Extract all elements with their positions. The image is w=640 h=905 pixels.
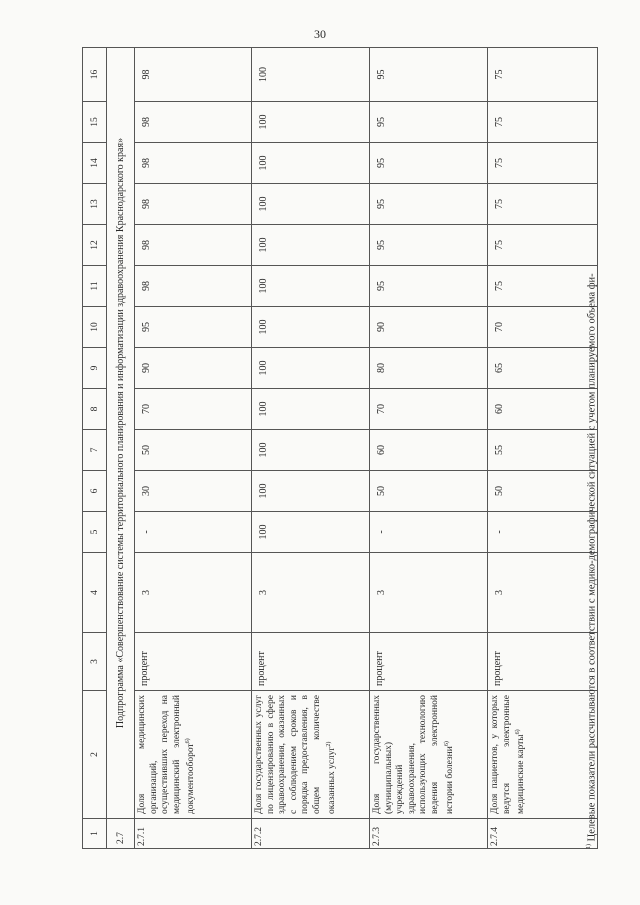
status-cell: 3 (488, 553, 598, 633)
table-row (370, 48, 488, 849)
value-cell: 95 (370, 266, 488, 307)
value-cell: 50 (135, 430, 252, 471)
column-header: 8 (83, 389, 107, 430)
row-code: 2.7.3 (370, 819, 488, 849)
footnote-text: Целевые показатели рассчитываются в соответствии с медико-демографической ситуацией с учетом планируемого объема фи- (586, 273, 598, 842)
column-header: 9 (83, 348, 107, 389)
value-cell: 100 (252, 430, 370, 471)
value-cell: 100 (252, 266, 370, 307)
value-cell: - (488, 512, 598, 553)
column-header: 16 (83, 48, 107, 102)
unit-cell: процент (488, 633, 598, 691)
row-code: 2.7.2 (252, 819, 370, 849)
value-cell: 98 (135, 48, 252, 102)
column-header: 7 (83, 430, 107, 471)
indicator-name: Доля пациентов, у которых ведутся электронные медицинские карты$^{6)}$ (488, 691, 598, 819)
value-cell: 75 (488, 143, 598, 184)
value-cell: 95 (370, 143, 488, 184)
column-header: 10 (83, 307, 107, 348)
value-cell: 100 (252, 48, 370, 102)
value-cell: 95 (370, 102, 488, 143)
row-code: 2.7.4 (488, 819, 598, 849)
value-cell: 30 (135, 471, 252, 512)
value-cell: 100 (252, 225, 370, 266)
status-cell: 3 (135, 553, 252, 633)
value-cell: 90 (370, 307, 488, 348)
value-cell: 75 (488, 48, 598, 102)
column-header: 3 (83, 633, 107, 691)
value-cell: 90 (135, 348, 252, 389)
value-cell: - (370, 512, 488, 553)
value-cell: 100 (252, 471, 370, 512)
column-header: 6 (83, 471, 107, 512)
section-title: Подпрограмма «Совершенствование системы территориального планирования и информатизации здравоохранения Краснодарского края» (107, 48, 135, 819)
value-cell: 75 (488, 266, 598, 307)
value-cell: 95 (135, 307, 252, 348)
status-cell: 3 (252, 553, 370, 633)
section-code: 2.7 (107, 819, 135, 849)
value-cell: 100 (252, 348, 370, 389)
page-number: 30 (314, 27, 326, 41)
status-cell: 3 (370, 553, 488, 633)
column-header: 2 (83, 691, 107, 819)
value-cell: 50 (370, 471, 488, 512)
value-cell: 100 (252, 143, 370, 184)
column-header: 1 (83, 819, 107, 849)
footnote-marker: 1) (586, 844, 592, 849)
indicator-name: Доля медицинских организаций, осуществивших переход на медицинский электронный документооборот$^{6)}$ (135, 691, 252, 819)
value-cell: 100 (252, 184, 370, 225)
value-cell: 60 (370, 430, 488, 471)
value-cell: 98 (135, 225, 252, 266)
target-indicators-table (82, 47, 598, 849)
value-cell: 60 (488, 389, 598, 430)
column-header: 14 (83, 143, 107, 184)
column-header: 12 (83, 225, 107, 266)
column-header: 4 (83, 553, 107, 633)
column-header: 13 (83, 184, 107, 225)
value-cell: 98 (135, 102, 252, 143)
value-cell: 95 (370, 184, 488, 225)
table-row (135, 48, 252, 849)
row-code: 2.7.1 (135, 819, 252, 849)
header-row (83, 48, 107, 849)
value-cell: 65 (488, 348, 598, 389)
indicator-name: Доля государственных услуг по лицензированию в сфере здравоохранения, оказанных с соблюдением сроков и порядка предоставления, в общем количестве оказанных услуг$^{2)}$ (252, 691, 370, 819)
value-cell: 70 (135, 389, 252, 430)
table-row (488, 48, 598, 849)
indicator-table-rotated (82, 48, 598, 849)
value-cell: 100 (252, 102, 370, 143)
value-cell: 50 (488, 471, 598, 512)
column-header: 5 (83, 512, 107, 553)
section-row (107, 48, 135, 849)
unit-cell: процент (370, 633, 488, 691)
value-cell: 75 (488, 102, 598, 143)
footnote (586, 273, 598, 849)
unit-cell: процент (252, 633, 370, 691)
value-cell: 55 (488, 430, 598, 471)
unit-cell: процент (135, 633, 252, 691)
value-cell: 98 (135, 143, 252, 184)
value-cell: 95 (370, 225, 488, 266)
value-cell: 70 (370, 389, 488, 430)
value-cell: 95 (370, 48, 488, 102)
value-cell: 100 (252, 307, 370, 348)
value-cell: 98 (135, 184, 252, 225)
value-cell: 75 (488, 184, 598, 225)
value-cell: 100 (252, 389, 370, 430)
column-header: 11 (83, 266, 107, 307)
value-cell: 75 (488, 225, 598, 266)
value-cell: 80 (370, 348, 488, 389)
value-cell: 100 (252, 512, 370, 553)
table-row (252, 48, 370, 849)
value-cell: 70 (488, 307, 598, 348)
indicator-name: Доля государственных (муниципальных) учреждений здравоохранения, использующих технологию ведения электронной истории болезни$^{6)}$ (370, 691, 488, 819)
value-cell: - (135, 512, 252, 553)
value-cell: 98 (135, 266, 252, 307)
column-header: 15 (83, 102, 107, 143)
